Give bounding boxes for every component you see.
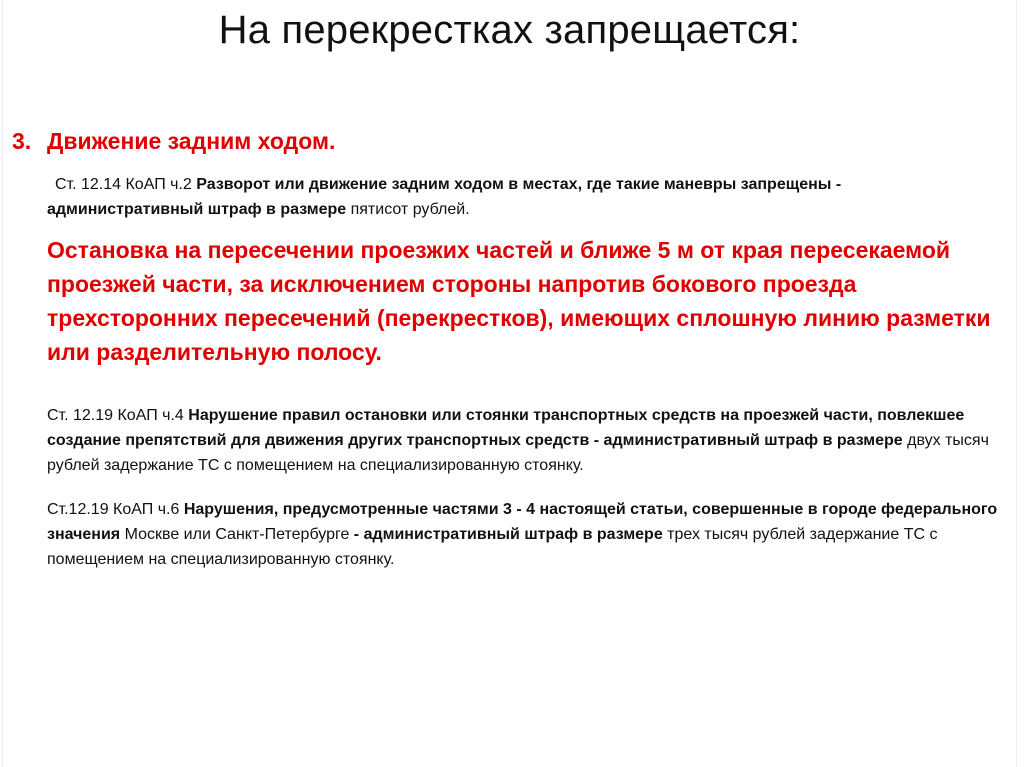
item-4-citation-2 <box>47 497 1013 572</box>
list-item-3-text: Движение задним ходом. <box>47 128 336 154</box>
list-item-4-number <box>12 233 47 267</box>
citation-ref: Ст. 12.14 КоАП ч.2 <box>55 176 197 193</box>
citation-bold-2: - административный штраф в размере <box>353 526 668 543</box>
item-4-citation-1 <box>47 403 1013 478</box>
list-item-4-heading <box>12 233 1012 369</box>
citation-tail: трех тысяч рублей задержание ТС с помещением на специализированную стоянку. <box>47 526 938 568</box>
slide <box>2 0 1017 767</box>
list-item-4-text: Остановка на пересечении проезжих частей и ближе 5 м от края пересекаемой проезжей части, за исключением стороны напротив бокового проезда трехсторонних пересечений (перекрестков), имеющих сплошную линию разметки или разделительную полосу. <box>47 237 991 365</box>
citation-ref: Ст. 12.19 КоАП ч.4 <box>47 407 189 424</box>
list-item-3-heading <box>12 124 1002 158</box>
citation-bold-1: Нарушения, предусмотренные частями 3 - 4 настоящей статьи, совершенные в городе федерального значения <box>47 501 998 543</box>
citation-mid: Москве или Санкт-Петербурге <box>124 526 354 543</box>
item-3-citation <box>47 172 927 222</box>
page-title: На перекрестках запрещается: <box>218 8 801 52</box>
citation-tail: двух тысяч рублей задержание ТС с помещением на специализированную стоянку. <box>47 432 989 474</box>
citation-tail: пятисот рублей. <box>350 201 470 218</box>
citation-bold: Нарушение правил остановки или стоянки транспортных средств на проезжей части, повлекшее создание препятствий для движения других транспортных средств - административный штраф в размере <box>47 407 965 449</box>
list-item-3-number: 3. <box>12 128 32 154</box>
citation-bold: Разворот или движение задним ходом в местах, где такие маневры запрещены - административный штраф в размере <box>47 176 842 218</box>
citation-ref: Ст.12.19 КоАП ч.6 <box>47 501 184 518</box>
